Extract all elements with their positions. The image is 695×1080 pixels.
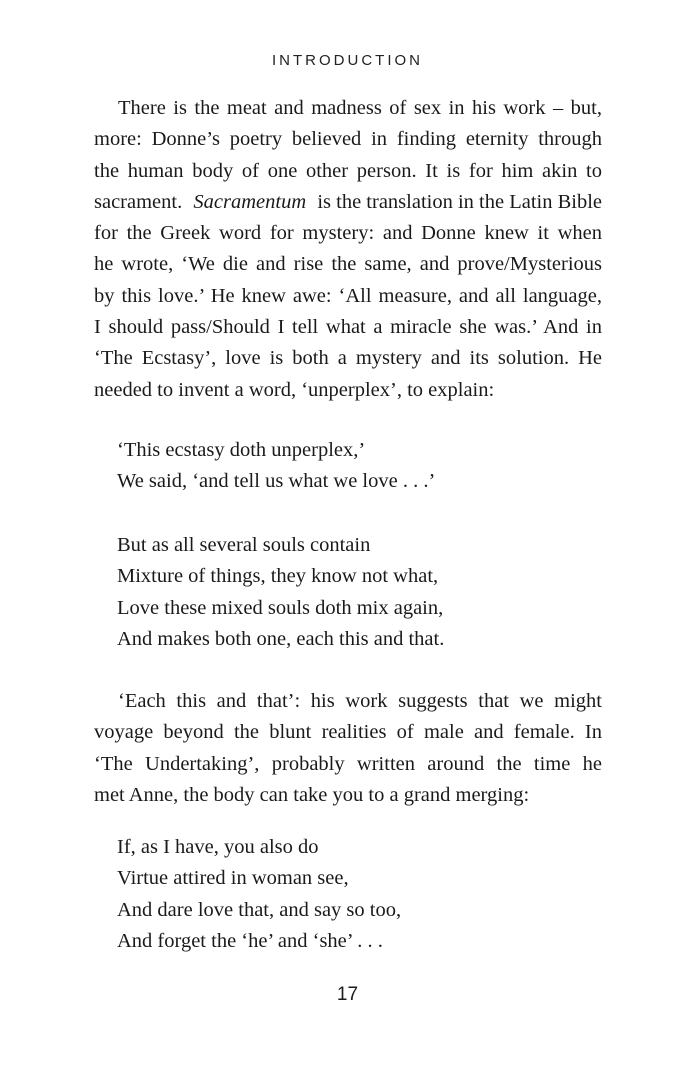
text-line: the human body of one other person. It is for him akin to xyxy=(94,159,602,182)
page-number: 17 xyxy=(336,984,359,1005)
running-head: INTRODUCTION xyxy=(272,52,423,69)
text-line: There is the meat and madness of sex in his work – but, xyxy=(118,97,602,119)
verse-line: And makes both one, each this and that. xyxy=(117,627,445,650)
verse-line: Mixture of things, they know not what, xyxy=(117,565,439,588)
verse-stanza-3 xyxy=(117,832,401,957)
verse-line: Virtue attired in woman see, xyxy=(117,867,349,890)
verse-stanza-2 xyxy=(117,530,444,655)
text-line: he wrote, ‘We die and rise the same, and prove/Mysterious xyxy=(94,253,602,276)
text-line: ‘The Undertaking’, probably written around the time he xyxy=(94,752,602,775)
verse-line: And forget the ‘he’ and ‘she’ . . . xyxy=(117,929,383,952)
text-line: met Anne, the body can take you to a grand merging: xyxy=(94,783,530,806)
verse-line: ‘This ecstasy doth unperplex,’ xyxy=(117,439,366,461)
text-line: for the Greek word for mystery: and Donne knew it when xyxy=(94,222,602,245)
paragraph-2 xyxy=(94,686,602,811)
verse-line: And dare love that, and say so too, xyxy=(117,898,402,921)
verse-stanza-1 xyxy=(117,435,435,498)
verse-line: We said, ‘and tell us what we love . . .’ xyxy=(117,470,436,493)
text-line: by this love.’ He knew awe: ‘All measure, and all language, xyxy=(94,284,602,307)
text-line: needed to invent a word, ‘unperplex’, to explain: xyxy=(94,378,495,401)
text-line: ‘Each this and that’: his work suggests that we might xyxy=(118,690,602,712)
text-line: I should pass/Should I tell what a miracle she was.’ And in xyxy=(94,316,602,339)
paragraph-1 xyxy=(94,93,602,406)
text-line: ‘The Ecstasy’, love is both a mystery and its solution. He xyxy=(94,347,602,370)
text-line xyxy=(94,187,602,218)
text-segment: sacrament. xyxy=(94,190,183,213)
verse-line: But as all several souls contain xyxy=(117,534,371,556)
verse-line: If, as I have, you also do xyxy=(117,836,319,858)
text-line: more: Donne’s poetry believed in finding eternity through xyxy=(94,128,602,151)
verse-line: Love these mixed souls doth mix again, xyxy=(117,596,444,619)
text-segment: is the translation in the Latin Bible xyxy=(317,190,602,213)
italic-term: Sacramentum xyxy=(193,190,307,213)
text-line: voyage beyond the blunt realities of male and female. In xyxy=(94,721,602,744)
